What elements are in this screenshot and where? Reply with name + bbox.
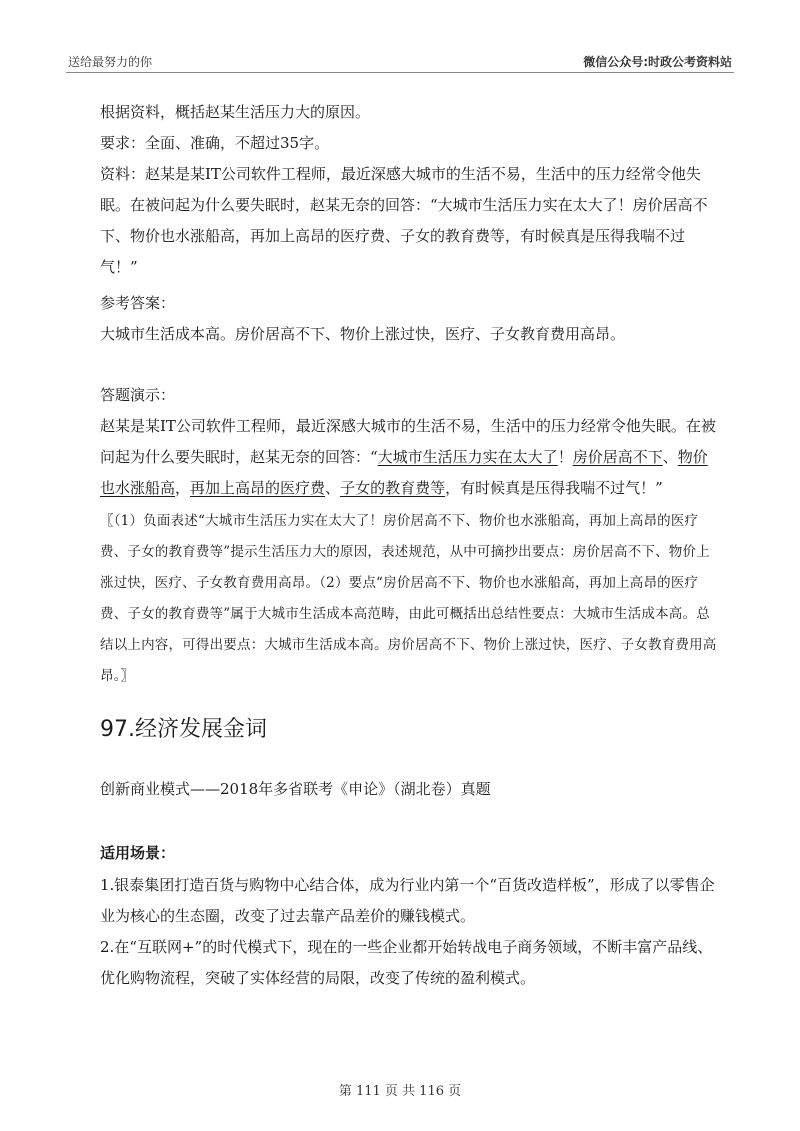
- reference-label: 参考答案：: [100, 294, 176, 312]
- page-number: 第 111 页 共 116 页: [338, 1084, 462, 1099]
- scenario-item-1: 1.银泰集团打造百货与购物中心结合体，成为行业内第一个“百货改造样板”，形成了以零售企业为核心的生态圈，改变了过去靠产品差价的赚钱模式。: [100, 876, 715, 925]
- demo-explanation: 〖（1）负面表述“大城市生活压力实在太大了！房价居高不下、物价也水涨船高，再加上高昂的医疗费、子女的教育费等”提示生活压力大的原因，表述规范，从中可摘抄出要点：房价居高不下、物价上涨过快，医疗、子女教育费用高昂。（2）要点“房价居高不下、物价也水涨船高，再加上高昂的医疗费、子女的教育费等”属于大城市生活成本高范畴，由此可概括出总结性要点：大城市生活成本高。总结以上内容，可得出要点：大城市生活成本高。房价居高不下、物价上涨过快，医疗、子女教育费用高昂。〗: [100, 513, 717, 684]
- demo-text-after: ，有时候真是压得我喘不过气！”: [445, 479, 663, 497]
- demo-underline-3: 物价也水涨船高: [100, 448, 708, 497]
- question-prompt: 根据资料，概括赵某生活压力大的原因。: [100, 103, 371, 121]
- header-divider: [66, 72, 734, 73]
- reference-answer: 大城市生活成本高。房价居高不下、物价上涨过快，医疗、子女教育费用高昂。: [100, 325, 626, 343]
- header-left-text: 送给最努力的你: [68, 55, 153, 69]
- demo-label: 答题演示：: [100, 386, 176, 404]
- demo-underline-1: 大城市生活压力实在太大了: [377, 448, 558, 466]
- demo-underline-5: 子女的教育费等: [340, 479, 446, 497]
- section-title: 97.经济发展金词: [100, 717, 267, 742]
- question-material: 资料：赵某是某IT公司软件工程师，最近深感大城市的生活不易，生活中的压力经常令他失眠。在被问起为什么要失眠时，赵某无奈的回答：“大城市生活压力实在太大了！房价居高不下、物价也水涨船高，再加上高昂的医疗费、子女的教育费等，有时候真是压得我喘不过气！”: [100, 165, 708, 276]
- header-right-text: 微信公众号:时政公考资料站: [583, 55, 732, 69]
- demo-sep-3: ，: [175, 479, 191, 497]
- demo-underline-4: 再加上高昂的医疗费: [190, 479, 326, 497]
- demo-text: [100, 411, 720, 504]
- scenario-label: 适用场景：: [100, 844, 176, 862]
- demo-underline-2: 房价居高不下: [572, 448, 663, 466]
- demo-sep-2: 、: [662, 448, 678, 466]
- section-subtitle: 创新商业模式——2018年多省联考《申论》（湖北卷）真题: [100, 780, 491, 798]
- demo-sep-4: 、: [325, 479, 341, 497]
- scenario-item-2: 2.在“互联网+”的时代模式下，现在的一些企业都开始转战电子商务领域，不断丰富产品线、优化购物流程，突破了实体经营的局限，改变了传统的盈利模式。: [100, 938, 713, 987]
- demo-text-before: 赵某是某IT公司软件工程师，最近深感大城市的生活不易，生活中的压力经常令他失眠。在被问起为什么要失眠时，赵某无奈的回答：“: [100, 417, 716, 466]
- question-requirement: 要求：全面、准确，不超过35字。: [100, 134, 330, 152]
- demo-sep-1: ！: [557, 448, 573, 466]
